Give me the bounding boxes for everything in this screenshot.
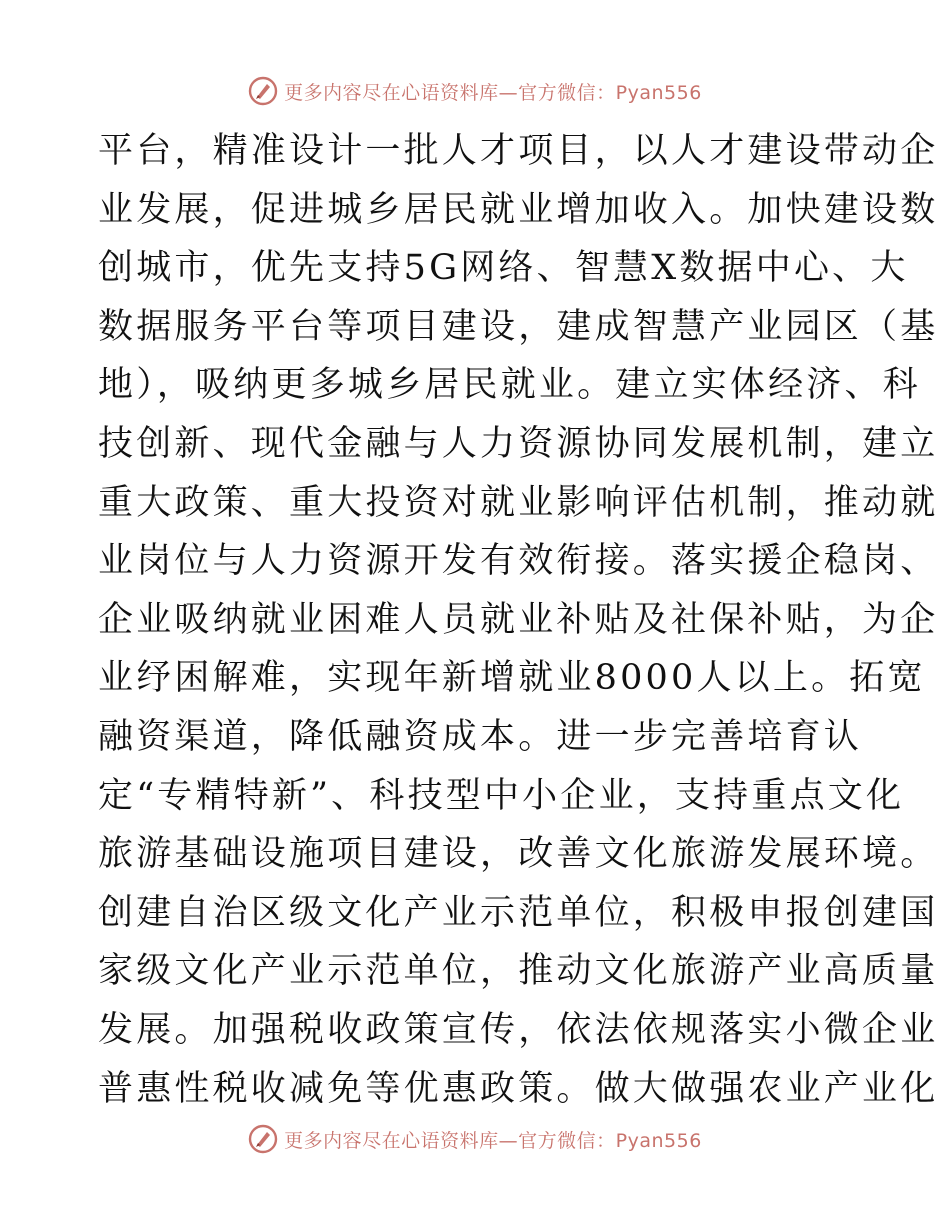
body-line: 定“专精特新”、科技型中小企业，支持重点文化 [98,775,905,816]
body-line: 业岗位与人力资源开发有效衔接。落实援企稳岗、 [98,541,939,582]
body-line: 技创新、现代金融与人力资源协同发展机制，建立 [98,423,939,464]
document-body [98,122,939,1118]
body-line: 创城市，优先支持5G网络、智慧X数据中心、大 [98,248,909,289]
body-line: 家级文化产业示范单位，推动文化旅游产业高质量 [98,951,939,992]
body-line: 企业吸纳就业困难人员就业补贴及社保补贴，为企 [98,599,939,640]
watermark-text: 更多内容尽在心语资料库—官方微信：Pyan556 [284,1129,702,1152]
body-line: 数据服务平台等项目建设，建成智慧产业园区（基 [98,306,939,347]
body-line: 业发展，促进城乡居民就业增加收入。加快建设数 [98,189,939,230]
body-line: 业纾困解难，实现年新增就业8000人以上。拓宽 [98,658,926,699]
body-line: 融资渠道，降低融资成本。进一步完善培育认 [98,716,863,757]
footer-watermark [0,1119,950,1159]
pen-nib-logo-icon [248,1124,278,1154]
body-line: 发展。加强税收政策宣传，依法依规落实小微企业 [98,1009,939,1050]
pen-nib-logo-icon [248,76,278,106]
body-line: 创建自治区级文化产业示范单位，积极申报创建国 [98,892,939,933]
body-line: 平台，精准设计一批人才项目，以人才建设带动企 [98,131,939,171]
header-watermark [0,71,950,111]
body-line: 地），吸纳更多城乡居民就业。建立实体经济、科 [98,365,921,406]
body-line: 重大政策、重大投资对就业影响评估机制，推动就 [98,482,939,523]
body-line: 旅游基础设施项目建设，改善文化旅游发展环境。 [98,834,939,875]
body-line: 普惠性税收减免等优惠政策。做大做强农业产业化 [98,1068,939,1109]
watermark-text: 更多内容尽在心语资料库—官方微信：Pyan556 [284,81,702,104]
